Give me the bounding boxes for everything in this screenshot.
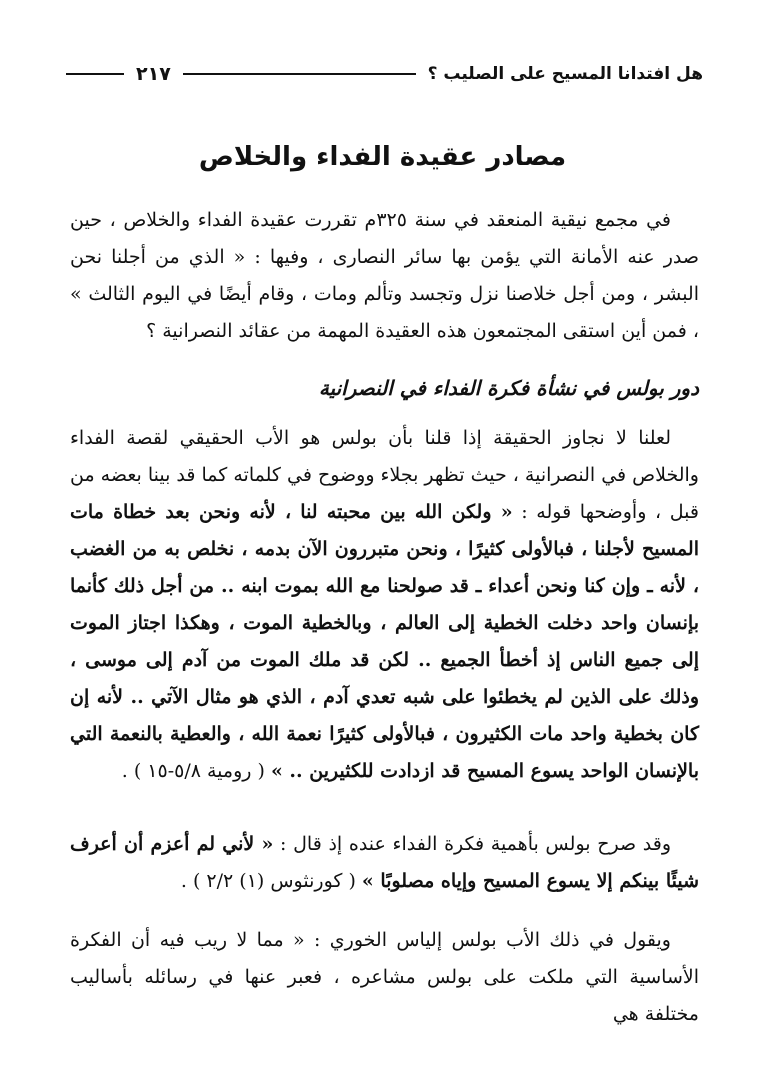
paragraph-4-text: « مما لا ريب فيه أن الفكرة الأساسية التي ملكت على بولس مشاعره ، فعبر عنها في رسائله بأساليب مختلفة هي (70, 929, 699, 1025)
page-number: ٢١٧ (136, 63, 171, 85)
paragraph-3-body (70, 826, 699, 900)
page-header (66, 58, 703, 90)
paragraph-4-body (70, 922, 699, 1033)
paragraph-2-quote: « ولكن الله بين محبته لنا ، لأنه ونحن بعد خطاة مات المسيح لأجلنا ، فبالأولى كثيرًا ، ونحن متبررون الآن بدمه ، نخلص به من الغضب ، لأنه ـ وإن كنا ونحن أعداء ـ قد صولحنا مع الله بموت ابنه .. من أجل ذلك كأنما بإنسان واحد دخلت الخطية إلى العالم ، وبالخطية الموت ، وهكذا اجتاز الموت إلى جميع الناس إذ أخطأ الجميع .. لكن قد ملك الموت من آدم إلى موسى ، وذلك على الذين لم يخطئوا على شبه تعدي آدم ، الذي هو مثال الآتي .. لأنه إن كان بخطية واحد مات الكثيرون ، فبالأولى كثيرًا نعمة الله ، والعطية بالنعمة التي بالإنسان الواحد يسوع المسيح قد ازدادت للكثيرين .. » (70, 501, 699, 782)
paragraph-2-body (70, 420, 699, 790)
paragraph-3-intro: وقد صرح بولس بأهمية فكرة الفداء عنده إذ قال : (273, 833, 672, 855)
paragraph-1 (70, 202, 699, 350)
paragraph-1-text: في مجمع نيقية المنعقد في سنة ٣٢٥م تقررت عقيدة الفداء والخلاص ، حين صدر عنه الأمانة التي يؤمن بها سائر النصارى ، وفيها : « الذي من أجلنا نحن البشر ، ومن أجل خلاصنا نزل وتجسد وتألم ومات ، وقام أيضًا في اليوم الثالث » ، فمن أين استقى المجتمعون هذه العقيدة المهمة من عقائد النصرانية ؟ (70, 209, 699, 342)
header-rule (183, 73, 416, 75)
paragraph-2 (70, 420, 699, 790)
paragraph-2-intro: لعلنا لا نجاوز الحقيقة إذا قلنا بأن بولس هو الأب الحقيقي لقصة الفداء والخلاص في النصرانية ، حيث تظهر بجلاء ووضوح في كلماته كما قد بينا بعضه من قبل ، وأوضحها قوله : (70, 427, 700, 523)
chapter-title: مصادر عقيدة الفداء والخلاص (198, 142, 567, 172)
paragraph-4 (70, 922, 699, 1033)
paragraph-2-citation: ( رومية ٥/٨-١٥ ) . (121, 760, 271, 782)
paragraph-3 (70, 826, 699, 900)
paragraph-4-intro: ويقول في ذلك الأب بولس إلياس الخوري : (304, 929, 671, 951)
header-rule-end (66, 73, 124, 75)
section-subheading: دور بولس في نشأة فكرة الفداء في النصرانية (318, 376, 699, 400)
running-title: هل افتدانا المسيح على الصليب ؟ (427, 64, 703, 84)
paragraph-3-citation: ( كورنثوس (١) ٢/٢ ) . (180, 870, 362, 892)
paragraph-3-quote: « لأني لم أعزم أن أعرف شيئًا بينكم إلا يسوع المسيح وإياه مصلوبًا » (70, 833, 699, 892)
